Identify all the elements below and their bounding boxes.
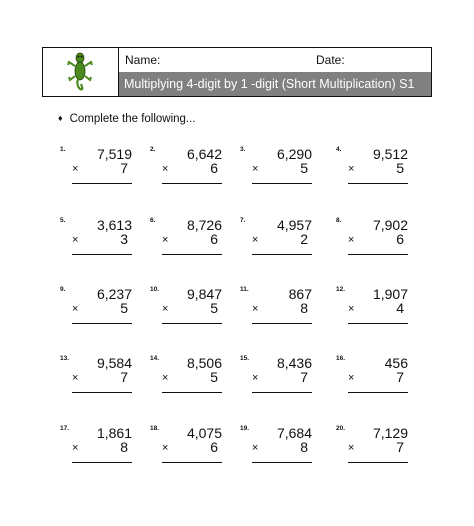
multiplier: 5 [210,369,218,385]
multiply-sign: × [162,372,169,384]
multiply-sign: × [72,372,79,384]
answer-line[interactable] [348,183,408,184]
multiplier: 5 [396,160,404,176]
bullet-icon: ♦ [58,113,63,123]
multiplier: 8 [300,439,308,455]
multiplier: 3 [120,231,128,247]
multiplier: 6 [210,231,218,247]
multiplicand: 7,902 [372,217,408,233]
multiply-sign: × [162,442,169,454]
problem-6 [150,217,222,267]
problem-12 [336,286,408,336]
problem-14 [150,355,222,405]
problem-number: 3. [240,146,246,153]
multiply-sign: × [348,163,355,175]
problem-16 [336,355,408,405]
problem-number: 1. [60,146,66,153]
problem-number: 16. [336,355,346,362]
multiply-sign: × [348,372,355,384]
problem-2 [150,146,222,196]
multiplicand: 9,512 [372,146,408,162]
multiplier: 6 [396,231,404,247]
date-label: Date: [316,53,345,67]
multiply-sign: × [162,163,169,175]
answer-line[interactable] [252,183,312,184]
multiply-sign: × [348,303,355,315]
problem-number: 7. [240,217,246,224]
multiply-sign: × [252,372,259,384]
multiplier: 7 [300,369,308,385]
problem-number: 18. [150,425,160,432]
problem-number: 8. [336,217,342,224]
multiplicand: 456 [384,355,408,371]
problem-9 [60,286,132,336]
multiplier: 2 [300,231,308,247]
multiply-sign: × [348,234,355,246]
problem-number: 4. [336,146,342,153]
multiply-sign: × [72,234,79,246]
logo-cell [43,48,119,96]
instruction-text: Complete the following... [69,113,196,125]
problem-number: 20. [336,425,346,432]
problem-number: 6. [150,217,156,224]
answer-line[interactable] [72,323,132,324]
multiplicand: 6,290 [276,146,312,162]
problem-8 [336,217,408,267]
multiplicand: 1,861 [96,425,132,441]
multiplicand: 6,642 [186,146,222,162]
problem-number: 14. [150,355,160,362]
problem-19 [240,425,312,475]
multiplicand: 7,684 [276,425,312,441]
problem-number: 12. [336,286,346,293]
answer-line[interactable] [162,392,222,393]
multiplier: 5 [210,300,218,316]
problem-1 [60,146,132,196]
answer-line[interactable] [72,254,132,255]
multiplicand: 7,129 [372,425,408,441]
answer-line[interactable] [162,323,222,324]
multiplier: 6 [210,160,218,176]
multiplicand: 6,237 [96,286,132,302]
multiplicand: 4,957 [276,217,312,233]
problem-3 [240,146,312,196]
problem-number: 11. [240,286,249,293]
multiplier: 7 [120,160,128,176]
multiply-sign: × [72,303,79,315]
multiplicand: 1,907 [372,286,408,302]
answer-line[interactable] [348,254,408,255]
answer-line[interactable] [162,254,222,255]
multiplicand: 9,584 [96,355,132,371]
answer-line[interactable] [72,392,132,393]
answer-line[interactable] [348,462,408,463]
answer-line[interactable] [252,254,312,255]
answer-line[interactable] [72,462,132,463]
multiply-sign: × [252,303,259,315]
multiplicand: 8,506 [186,355,222,371]
problem-13 [60,355,132,405]
multiplier: 7 [396,369,404,385]
multiplier: 8 [300,300,308,316]
multiply-sign: × [348,442,355,454]
multiply-sign: × [252,163,259,175]
problem-4 [336,146,408,196]
multiplier: 6 [210,439,218,455]
problem-17 [60,425,132,475]
instruction [58,113,196,125]
problem-number: 19. [240,425,250,432]
multiplicand: 8,726 [186,217,222,233]
problem-number: 10. [150,286,160,293]
problem-number: 5. [60,217,66,224]
name-label: Name: [125,53,161,67]
multiply-sign: × [252,442,259,454]
problem-11 [240,286,312,336]
answer-line[interactable] [348,323,408,324]
problem-18 [150,425,222,475]
answer-line[interactable] [252,392,312,393]
multiply-sign: × [162,303,169,315]
answer-line[interactable] [252,323,312,324]
problem-15 [240,355,312,405]
answer-line[interactable] [162,462,222,463]
multiplicand: 3,613 [96,217,132,233]
lizard-icon [64,51,96,93]
answer-line[interactable] [162,183,222,184]
answer-line[interactable] [348,392,408,393]
problem-10 [150,286,222,336]
problem-5 [60,217,132,267]
answer-line[interactable] [252,462,312,463]
multiplier: 4 [396,300,404,316]
multiplier: 5 [120,300,128,316]
multiplier: 5 [300,160,308,176]
problem-number: 2. [150,146,156,153]
problem-number: 13. [60,355,70,362]
worksheet-title: Multiplying 4-digit by 1 -digit (Short Multiplication) S1 [119,72,431,96]
multiply-sign: × [252,234,259,246]
multiply-sign: × [162,234,169,246]
worksheet-header [42,47,432,97]
multiplier: 7 [396,439,404,455]
multiplicand: 8,436 [276,355,312,371]
answer-line[interactable] [72,183,132,184]
problem-20 [336,425,408,475]
problem-number: 15. [240,355,250,362]
problem-number: 9. [60,286,66,293]
problem-7 [240,217,312,267]
problem-number: 17. [60,425,70,432]
multiply-sign: × [72,442,79,454]
multiplier: 7 [120,369,128,385]
multiply-sign: × [72,163,79,175]
multiplicand: 867 [288,286,312,302]
multiplier: 8 [120,439,128,455]
name-date-row [119,48,431,72]
multiplicand: 7,519 [96,146,132,162]
multiplicand: 4,075 [186,425,222,441]
multiplicand: 9,847 [186,286,222,302]
